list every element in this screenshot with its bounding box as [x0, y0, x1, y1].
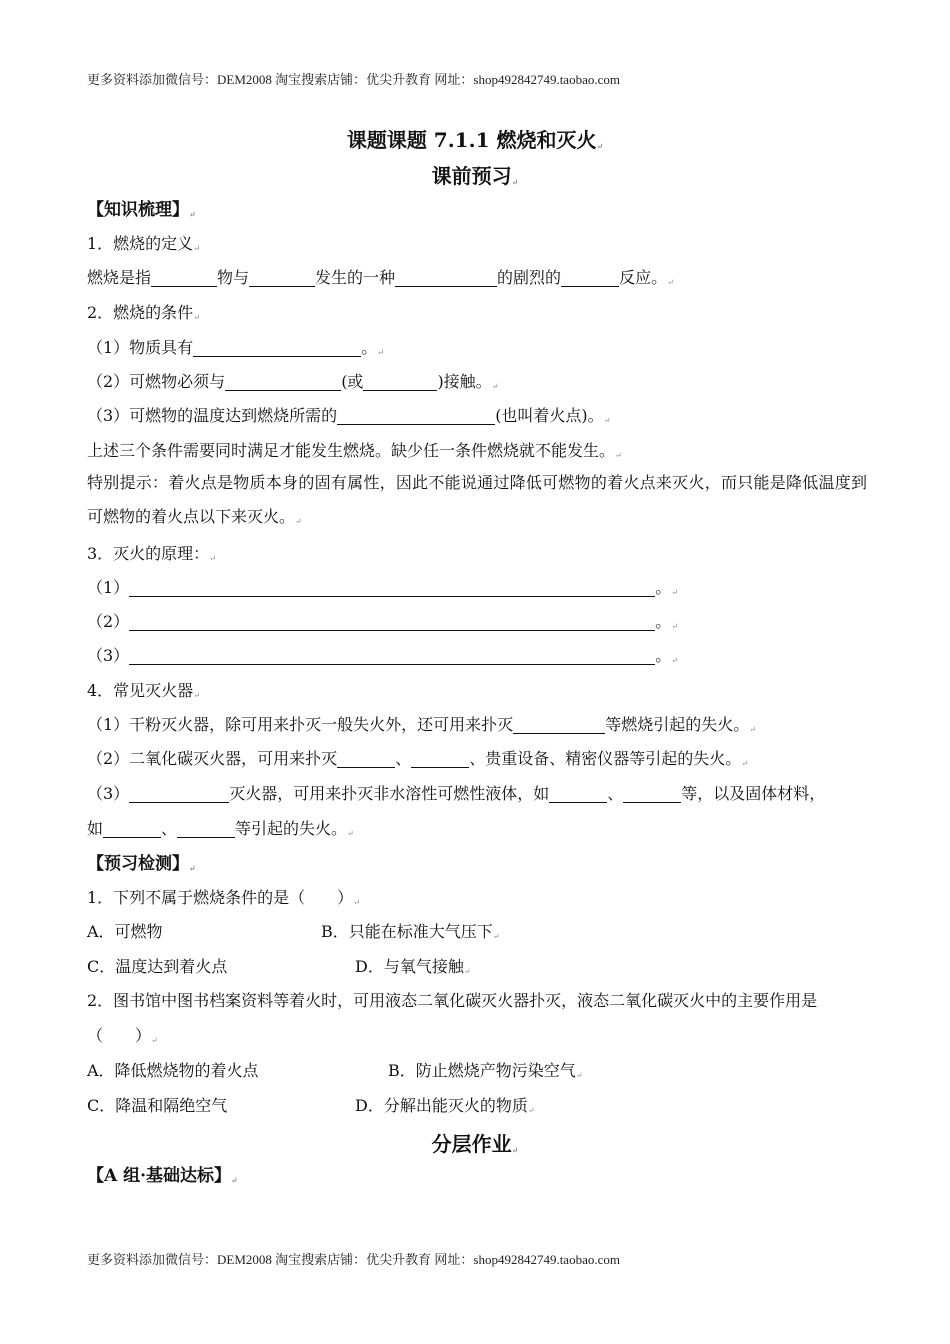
question-1-fill: 燃烧是指 物与 发生的一种 的剧烈的 反应。↵ [87, 268, 674, 287]
blank[interactable] [129, 648, 655, 665]
special-note: 特别提示：着火点是物质本身的固有属性，因此不能说通过降低可燃物的着火点来灭火，而只能是降低温度到可燃物的着火点以下来灭火。↵ [87, 473, 867, 526]
blank[interactable] [177, 821, 235, 838]
question-4-item-3: （3） 灭火器，可用来扑灭非水溶性可燃性液体，如 、 等，以及固体材料， [87, 784, 826, 803]
test-2-stem-cont: （ ）↵ [87, 1026, 158, 1045]
question-4-item-2: （2）二氧化碳灭火器，可用来扑灭 、 、贵重设备、精密仪器等引起的失火。↵ [87, 749, 748, 768]
question-3-item-1: （1） 。↵ [87, 578, 678, 597]
section-title-preview: 课前预习↵ [431, 164, 519, 188]
question-2-note: 上述三个条件需要同时满足才能发生燃烧。缺少任一条件燃烧就不能发生。↵ [87, 441, 622, 460]
test-2-stem: 2．图书馆中图书档案资料等着火时，可用液态二氧化碳灭火器扑灭，液态二氧化碳灭火中的主要作用是 [87, 991, 818, 1010]
question-3-item-2: （2） 。↵ [87, 612, 678, 631]
option-a[interactable]: A．降低燃烧物的着火点 [87, 1061, 259, 1080]
blank[interactable] [103, 821, 161, 838]
blank[interactable] [623, 786, 681, 803]
blank[interactable] [129, 614, 655, 631]
section-heading-group-a: 【A 组·基础达标】↵ [87, 1166, 238, 1186]
blank[interactable] [337, 751, 395, 768]
option-c[interactable]: C．温度达到着火点 [87, 957, 228, 976]
option-b[interactable]: B．只能在标准大气压下↵ [321, 922, 500, 941]
blank[interactable] [395, 270, 497, 287]
blank[interactable] [549, 786, 607, 803]
option-d[interactable]: D．分解出能灭火的物质↵ [355, 1096, 535, 1115]
option-d[interactable]: D．与氧气接触↵ [355, 957, 471, 976]
blank[interactable] [129, 580, 655, 597]
question-2-item-1: （1）物质具有 。↵ [87, 338, 384, 357]
section-heading-knowledge: 【知识梳理】↵ [87, 200, 196, 220]
question-2-heading: 2．燃烧的条件↵ [87, 303, 200, 322]
section-heading-preview-check: 【预习检测】↵ [87, 854, 196, 874]
blank[interactable] [411, 751, 469, 768]
blank[interactable] [337, 408, 495, 425]
question-2-item-2: （2）可燃物必须与 (或 )接触。↵ [87, 372, 499, 391]
question-4-heading: 4．常见灭火器↵ [87, 681, 200, 700]
option-a[interactable]: A．可燃物 [87, 922, 163, 941]
blank[interactable] [225, 374, 341, 391]
question-4-item-3-cont: 如 、 等引起的失火。↵ [87, 819, 354, 838]
blank[interactable] [561, 270, 619, 287]
blank[interactable] [151, 270, 217, 287]
option-c[interactable]: C．降温和隔绝空气 [87, 1096, 228, 1115]
blank[interactable] [193, 340, 361, 357]
blank[interactable] [363, 374, 437, 391]
header-note: 更多资料添加微信号：DEM2008 淘宝搜索店铺：优尖升教育 网址：shop492842749.taobao.com [87, 72, 620, 87]
test-1-stem: 1．下列不属于燃烧条件的是（ ）↵ [87, 888, 360, 907]
section-title-homework: 分层作业↵ [431, 1132, 519, 1156]
question-1-heading: 1．燃烧的定义↵ [87, 234, 200, 253]
option-b[interactable]: B．防止燃烧产物污染空气↵ [388, 1061, 583, 1080]
question-4-item-1: （1）干粉灭火器，除可用来扑灭一般失火外，还可用来扑灭 等燃烧引起的失火。↵ [87, 715, 756, 734]
question-3-item-3: （3） 。↵ [87, 646, 678, 665]
footer-note: 更多资料添加微信号：DEM2008 淘宝搜索店铺：优尖升教育 网址：shop492842749.taobao.com [87, 1252, 620, 1267]
blank[interactable] [513, 717, 605, 734]
page-title: 课题课题 7.1.1 燃烧和灭火↵ [346, 128, 604, 152]
question-3-heading: 3．灭火的原理：↵ [87, 544, 216, 563]
blank[interactable] [129, 786, 229, 803]
question-2-item-3: （3）可燃物的温度达到燃烧所需的 (也叫着火点)。↵ [87, 406, 611, 425]
blank[interactable] [249, 270, 315, 287]
